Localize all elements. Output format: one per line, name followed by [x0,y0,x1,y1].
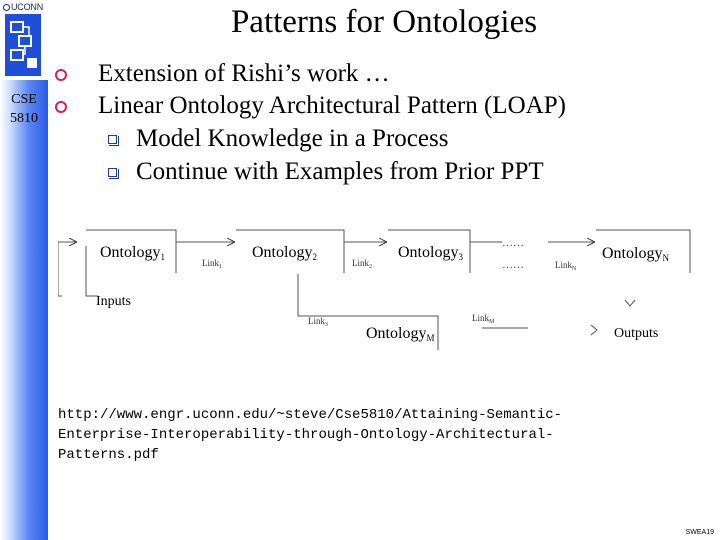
logo-block [0,0,48,80]
ellipsis-bottom: …… [502,259,524,271]
inputs-loop-line [86,246,98,296]
sub-bullet-text: Continue with Examples from Prior PPT [136,158,544,185]
bullet-item [55,58,715,90]
linkN-label: Link$_N$ [555,260,577,272]
course-line-2: 5810 [10,111,38,126]
sidebar [0,0,48,540]
link1-label: Link$_1$ [202,258,222,270]
bullet-list [55,58,715,188]
slide-number: SWEA19 [685,529,714,536]
inputs-arrow [58,242,76,296]
uconn-seal-icon [3,4,10,11]
ellipsis-top: …… [502,237,524,249]
right-chevron-icon [591,325,597,335]
link-line-1[interactable]: http://www.engr.uconn.edu/~steve/Cse5810/Attaining-Semantic- [58,407,563,423]
slide-title: Patterns for Ontologies [230,4,538,40]
reference-link[interactable] [58,405,698,465]
loap-diagram [58,218,718,358]
ontologyM-label: OntologyM [366,325,435,343]
bullet-text: Linear Ontology Architectural Pattern (LOAP) [98,92,566,119]
ontology3-label: Ontology3 [398,244,463,262]
bullet-text: Extension of Rishi’s work … [98,60,390,87]
ontologyN-label: OntologyN [602,245,669,263]
institution-name: UCONN [11,2,43,12]
sub-bullet-text: Model Knowledge in a Process [136,125,449,152]
inputs-label: Inputs [96,294,131,309]
ontology2-label: Ontology2 [252,244,317,262]
linkM-label: Link$_M$ [472,313,495,325]
outputs-label: Outputs [614,326,659,341]
uconn-wordmark [3,2,43,12]
bullet-square-icon [108,135,117,144]
ontology1-label: Ontology1 [100,244,165,262]
course-code [0,90,48,128]
sub-bullet-item [55,122,715,155]
school-logo-icon [5,14,41,76]
link2-label: Link$_2$ [352,258,372,270]
bullet-item [55,90,715,122]
bullet-circle-icon [55,90,79,125]
bullet-square-icon [108,168,117,177]
bullet-circle-icon [55,58,79,93]
course-line-1: CSE [11,92,37,107]
sub-bullet-item [55,155,715,188]
down-chevron-icon [625,300,635,306]
link-line-3[interactable]: Patterns.pdf [58,447,159,463]
link-line-2[interactable]: Enterprise-Interoperability-through-Ontology-Architectural- [58,427,554,443]
sidebar-gradient-strip [0,0,48,540]
link3-label: Link$_3$ [308,316,328,328]
